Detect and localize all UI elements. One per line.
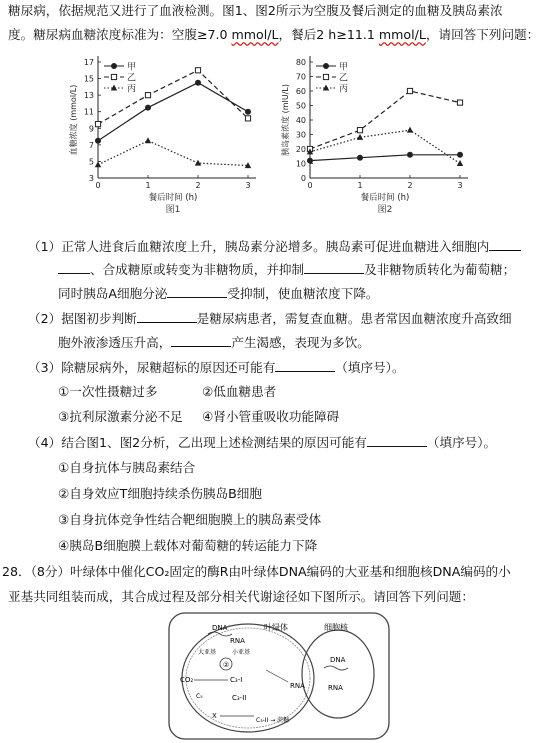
intro-line-1: 糖尿病，依据规范又进行了血液检测。图1、图2所示为空腹及餐后测定的血糖及胰岛素浓	[8, 3, 503, 18]
legend-label: 甲	[339, 62, 349, 73]
y-tick-label: 80	[295, 58, 306, 67]
q2-line-2	[58, 334, 370, 351]
legend-label: 甲	[127, 62, 137, 73]
y-tick-label: 50	[295, 101, 306, 111]
legend-marker	[111, 63, 117, 69]
legend-label: 乙	[339, 73, 349, 84]
x-tick-label: 3	[245, 181, 251, 190]
q4-text: （4）结合图1、图2分析，乙出现上述检测结果的原因可能有	[28, 435, 367, 450]
q3-text: （3）除糖尿病外，尿糖超标的原因还可能有	[28, 360, 276, 375]
small-subunit-label: 小亚基	[232, 649, 251, 656]
q1-text: 及非糖物质转化为葡萄糖；	[364, 262, 516, 277]
series-line-3	[98, 141, 248, 166]
q28-line-2: 亚基共同组装而成，其合成过程及部分相关代谢途径如下图所示。请回答下列问题：	[8, 589, 474, 604]
data-point	[457, 100, 462, 105]
answer-blank	[489, 238, 521, 251]
q3-option-3: ③抗利尿激素分泌不足	[58, 409, 183, 424]
answer-blank	[171, 334, 231, 347]
legend-marker	[111, 74, 116, 79]
intro-line-2	[8, 27, 539, 43]
intro-text: 度。糖尿病血糖浓度标准为：空腹≥7.0	[8, 27, 232, 42]
unit-mmol: mmol/L	[231, 27, 279, 42]
y-tick-label: 9	[88, 124, 94, 134]
data-point	[457, 160, 463, 166]
x-tick-label: 0	[307, 181, 313, 190]
q4-option-1: ①自身抗体与胰岛素结合	[58, 460, 196, 475]
nucleus-outline	[302, 630, 374, 718]
legend-label: 丙	[339, 84, 349, 95]
y-tick-label: 3	[88, 174, 94, 183]
x-axis-label: 餐后时间 (h)	[360, 193, 410, 203]
legend-marker	[323, 74, 328, 79]
data-point	[357, 155, 363, 161]
data-point	[245, 116, 250, 121]
nucleus-rna-out-label: RNA	[290, 682, 305, 690]
series-line-1	[310, 155, 460, 161]
q1-text: 受抑制，使血糖浓度下降。	[227, 286, 379, 301]
answer-blank	[58, 261, 90, 274]
q2-line-1	[28, 310, 512, 327]
legend-label: 乙	[127, 73, 137, 84]
large-subunit-label: 大亚基	[198, 649, 217, 656]
data-point	[245, 109, 251, 115]
data-point	[407, 88, 412, 93]
series-line-3	[310, 130, 460, 163]
y-tick-label: 60	[295, 87, 306, 96]
q1-line-2	[58, 261, 515, 278]
q4-option-3: ③自身抗体竞争性结合靶细胞膜上的胰岛素受体	[58, 512, 322, 527]
q3-text: （填序号）。	[335, 360, 405, 375]
q3-option-1: ①一次性摄糖过多	[58, 384, 158, 399]
x-tick-label: 0	[95, 181, 101, 190]
data-point	[195, 160, 201, 166]
nucleus-dna-label: DNA	[330, 656, 346, 664]
data-point	[357, 134, 363, 140]
q3-stem	[28, 359, 405, 376]
y-axis-label: 血糖浓度 (mmol/L)	[69, 84, 78, 156]
y-tick-label: 5	[88, 157, 94, 167]
y-tick-label: 30	[295, 130, 306, 140]
data-point	[95, 122, 100, 127]
q2-text: 是糖尿病患者，需复查血糖。患者常因血糖浓度升高致细	[196, 311, 512, 326]
intro-text: ，请回答下列问题：	[425, 27, 540, 42]
x-tick-label: 1	[145, 181, 151, 190]
intro-text: ，餐后2 h≥11.1	[278, 27, 379, 42]
q4-option-4: ④胰岛B细胞膜上载体对葡萄糖的转运能力下降	[58, 538, 318, 553]
chloroplast-diagram	[168, 612, 390, 740]
c5-label: C₅	[196, 693, 203, 700]
data-point	[145, 105, 151, 111]
answer-blank	[304, 261, 364, 274]
x-axis-label: 餐后时间 (h)	[148, 193, 198, 203]
data-point	[195, 68, 200, 73]
nucleus-rna-label: RNA	[328, 684, 343, 692]
q3-option-4: ④肾小管重吸收功能障碍	[202, 409, 340, 424]
co2-label: CO₂	[180, 676, 194, 684]
data-point	[145, 93, 150, 98]
chloroplast-label: 叶绿体	[264, 623, 288, 632]
x-tick-label: 2	[407, 181, 413, 190]
q4-stem	[28, 434, 496, 451]
q3-option-2: ②低血糖患者	[202, 384, 277, 399]
cp-rna-label: RNA	[230, 637, 245, 645]
q28-line-1: 28．（8分）叶绿体中催化CO₂固定的酶R由叶绿体DNA编码的大亚基和细胞核DNA编码的小	[2, 564, 511, 579]
figure-2-chart	[278, 54, 478, 229]
legend-label: 丙	[127, 84, 137, 95]
figure-caption: 图1	[165, 205, 181, 215]
y-tick-label: 10	[295, 159, 306, 169]
data-point	[307, 158, 313, 164]
legend-marker	[323, 63, 329, 69]
answer-blank	[275, 359, 335, 372]
q2-text: 产生渴感，表现为多饮。	[231, 335, 370, 350]
answer-blank	[137, 310, 197, 323]
unit-mmol: mmol/L	[378, 27, 426, 42]
x-label: X	[212, 712, 217, 720]
answer-blank	[167, 285, 227, 298]
y-tick-label: 70	[295, 72, 306, 82]
q1-text: 同时胰岛A细胞分泌	[58, 286, 168, 301]
data-point	[407, 127, 413, 133]
x-tick-label: 1	[357, 181, 363, 190]
q4-option-2: ②自身效应T细胞持续杀伤胰岛B细胞	[58, 486, 262, 501]
figure-1-chart	[60, 54, 290, 229]
figure-caption: 图2	[377, 205, 393, 215]
data-point	[357, 128, 362, 133]
y-tick-label: 20	[295, 145, 306, 154]
enzyme-label: ②	[223, 661, 230, 669]
y-tick-label: 0	[300, 174, 306, 183]
y-tick-label: 11	[83, 107, 94, 117]
y-tick-label: 13	[83, 91, 94, 101]
y-tick-label: 15	[83, 74, 94, 84]
y-tick-label: 40	[295, 116, 306, 125]
x-tick-label: 2	[195, 181, 201, 190]
y-tick-label: 7	[88, 140, 94, 150]
data-point	[95, 138, 101, 144]
data-point	[195, 80, 201, 86]
data-point	[407, 152, 413, 158]
q1-text: （1）正常人进食后血糖浓度上升，胰岛素分泌增多。胰岛素可促进血糖进入细胞内	[28, 239, 490, 254]
c3-2-label: C₃-II	[232, 694, 247, 702]
q2-text: 胞外液渗透压升高，	[58, 335, 172, 350]
y-axis-label: 胰岛素浓度 (mIU/L)	[281, 84, 290, 156]
sucrose-label: C₃-II → 蔗糖	[256, 717, 290, 724]
q1-text: 、合成糖原或转变为非糖物质，并抑制	[90, 262, 305, 277]
q1-line-1	[28, 238, 521, 255]
c3-1-label: C₃-I	[230, 676, 243, 684]
data-point	[145, 137, 151, 143]
series-line-2	[98, 70, 248, 124]
cp-dna-label: DNA	[212, 624, 228, 632]
y-tick-label: 17	[83, 58, 94, 67]
q1-line-3	[58, 285, 379, 302]
q2-text: （2）据图初步判断	[28, 311, 137, 326]
x-tick-label: 3	[457, 181, 463, 190]
nucleus-label: 细胞核	[324, 623, 348, 632]
data-point	[457, 152, 463, 158]
answer-blank	[367, 434, 427, 447]
q4-text: （填序号）。	[426, 435, 497, 450]
data-point	[95, 161, 101, 167]
series-line-2	[310, 91, 460, 149]
